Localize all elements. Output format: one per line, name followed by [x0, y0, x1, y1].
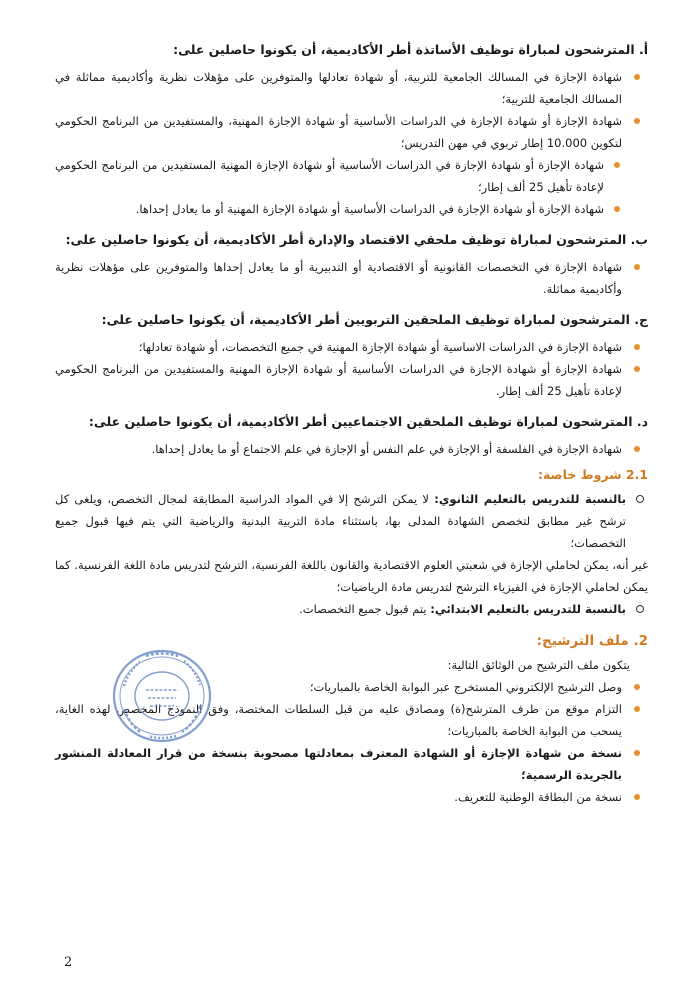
bullet-icon — [634, 446, 640, 452]
official-seal-icon — [110, 646, 214, 746]
section-d-list — [55, 438, 648, 460]
bullet-icon — [614, 162, 620, 168]
circle-bullet-icon — [636, 605, 644, 613]
primary-label: بالنسبة للتدريس بالتعليم الابتدائي: — [430, 602, 626, 616]
bullet-icon — [634, 706, 640, 712]
section-d-heading: د. المترشحون لمباراة توظيف الملحقين الاجتماعيين أطر الأكاديمية، أن يكونوا حاصلين على: — [88, 414, 648, 429]
section-a-sublist — [55, 154, 648, 220]
section-c-list — [55, 336, 648, 402]
list-item: شهادة الإجازة أو شهادة الإجازة في الدراسات الأساسية أو شهادة الإجازة المهنية والمستفيدين من البرنامج الحكومي لإعادة تأهيل 25 ألف إطار. — [55, 358, 648, 402]
application-file-intro: يتكون ملف الترشيح من الوثائق التالية: — [447, 658, 630, 672]
list-item: شهادة الإجازة في التخصصات القانونية أو الاقتصادية أو التدبيرية أو ما يعادل إحداها والمتوفرين على مؤهلات نظرية وأكاديمية مماثلة. — [55, 256, 648, 300]
list-item: شهادة الإجازة أو شهادة الإجازة في الدراسات الأساسية أو شهادة الإجازة المهنية، والمستفيدين من البرنامج الحكومي لتكوين 10.000 إطار تربوي في مهن التدريس؛ — [55, 110, 648, 154]
secondary-text: لا يمكن الترشح إلا في المواد الدراسية المطابقة لمجال التخصص، ويلغى كل ترشح غير مطابق لتخصص الشهادة المدلى بها، باستثناء مادة التربية البدنية والرياضية التي يتم فيها قبول جميع التخصصات؛ — [55, 492, 626, 550]
bullet-icon — [634, 366, 640, 372]
section-a-heading: أ. المترشحون لمباراة توظيف الأساتذة أطر الأكاديمية، أن يكونوا حاصلين على: — [173, 42, 648, 57]
circle-bullet-icon — [636, 495, 644, 503]
section-c-heading: ج. المترشحون لمباراة توظيف الملحقين التربويين أطر الأكاديمية، أن يكونوا حاصلين على: — [101, 312, 648, 327]
list-item: نسخة من البطاقة الوطنية للتعريف. — [55, 786, 648, 808]
list-item: وصل الترشيح الإلكتروني المستخرج عبر البوابة الخاصة بالمباريات؛ — [55, 676, 648, 698]
bullet-icon — [634, 750, 640, 756]
list-item: شهادة الإجازة أو شهادة الإجازة في الدراسات الأساسية أو شهادة الإجازة المهنية المستفيدين من البرنامج الحكومي لإعادة تأهيل 25 ألف إطار؛ — [55, 154, 648, 198]
list-item: نسخة من شهادة الإجازة أو الشهادة المعترف بمعادلتها مصحوبة بنسخة من قرار المعادلة المنشور بالجريدة الرسمية؛ — [55, 742, 648, 786]
bullet-icon — [634, 264, 640, 270]
bullet-icon — [634, 344, 640, 350]
secondary-label: بالنسبة للتدريس بالتعليم الثانوي: — [434, 492, 627, 506]
section-b-list — [55, 256, 648, 300]
primary-text: يتم قبول جميع التخصصات. — [299, 602, 427, 616]
list-item: شهادة الإجازة في الفلسفة أو الإجازة في علم النفس أو الإجازة في علم الاجتماع أو ما يعادل إحداها. — [55, 438, 648, 460]
secondary-teaching-condition — [55, 488, 648, 554]
list-item: شهادة الإجازة أو شهادة الإجازة في الدراسات الأساسية أو شهادة الإجازة المهنية أو ما يعادل إحداها. — [55, 198, 648, 220]
list-item: شهادة الإجازة في المسالك الجامعية للتربية، أو شهادة تعادلها والمتوفرين على مؤهلات نظرية وأكاديمية مماثلة في المسالك الجامعية للتربية؛ — [55, 66, 648, 110]
application-file-heading: 2. ملف الترشيح: — [536, 633, 648, 649]
section-a-list — [55, 66, 648, 154]
special-conditions-note: غير أنه، يمكن لحاملي الإجازة في شعبتي العلوم الاقتصادية والقانون باللغة الفرنسية، الترشح لتدريس مادة اللغة الفرنسية. كما يمكن لحاملي الإجازة في الفيزياء الترشح لتدريس مادة الرياضيات؛ — [55, 558, 648, 594]
list-item: شهادة الإجازة في الدراسات الاساسية أو شهادة الإجازة المهنية في جميع التخصصات، أو شهادة تعادلها؛ — [55, 336, 648, 358]
list-item: التزام موقع من طرف المترشح(ة) ومصادق عليه من قبل السلطات المختصة، وفق النموذج المخصص لهذه الغاية، يسحب من البوابة الخاصة بالمباريات؛ — [55, 698, 648, 742]
section-b-heading: ب. المترشحون لمباراة توظيف ملحقي الاقتصاد والإدارة أطر الأكاديمية، أن يكونوا حاصلين على: — [65, 232, 648, 247]
bullet-icon — [634, 118, 640, 124]
page-number: 2 — [64, 955, 73, 970]
bullet-icon — [634, 684, 640, 690]
bullet-icon — [614, 206, 620, 212]
bullet-icon — [634, 74, 640, 80]
primary-teaching-condition — [55, 598, 648, 620]
special-conditions-heading: 2.1 شروط خاصة: — [537, 467, 648, 482]
bullet-icon — [634, 794, 640, 800]
